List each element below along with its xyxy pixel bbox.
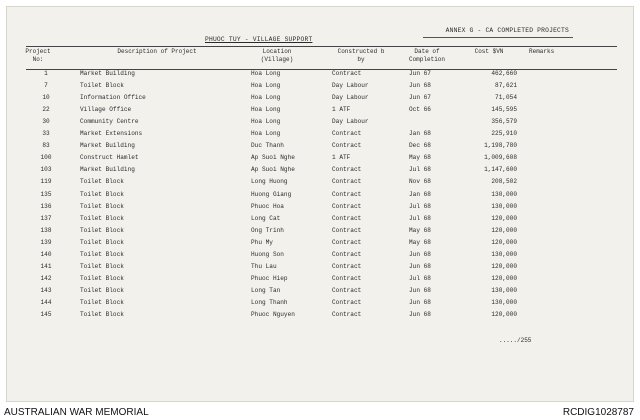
cell-con: Contract xyxy=(332,238,362,246)
table-row xyxy=(7,273,633,285)
cell-loc: Hoa Long xyxy=(251,82,281,90)
cell-desc: Toilet Block xyxy=(80,286,124,294)
credit-left: AUSTRALIAN WAR MEMORIAL xyxy=(4,407,149,418)
table-row xyxy=(7,92,633,104)
cell-cost: 71,054 xyxy=(495,94,517,102)
cell-loc: Hoa Long xyxy=(251,106,281,114)
cell-no: 143 xyxy=(40,286,52,294)
cell-date: Jun 68 xyxy=(409,262,431,270)
annex-heading: ANNEX G - CA COMPLETED PROJECTS xyxy=(445,27,569,34)
header-constructed-line1: Constructed b xyxy=(337,48,385,55)
cell-date: Nov 68 xyxy=(409,178,431,186)
cell-cost: 130,000 xyxy=(491,202,517,210)
cell-no: 136 xyxy=(40,202,52,210)
cell-date: Jul 68 xyxy=(409,166,431,174)
cell-loc: Long Thanh xyxy=(251,298,288,306)
cell-date: May 68 xyxy=(409,238,431,246)
header-project-no-line1: Project xyxy=(25,48,51,55)
cell-no: 30 xyxy=(42,118,50,126)
cell-date: Jul 68 xyxy=(409,214,431,222)
cell-loc: Long Tan xyxy=(251,286,281,294)
cell-date: Jun 67 xyxy=(409,70,431,77)
cell-desc: Toilet Block xyxy=(80,214,124,222)
cell-loc: Hoa Long xyxy=(251,70,281,77)
cell-loc: Hoa Long xyxy=(251,130,281,138)
table-row xyxy=(7,249,633,261)
cell-desc: Toilet Block xyxy=(80,250,124,258)
cell-loc: Duc Thanh xyxy=(251,142,284,150)
cell-no: 137 xyxy=(40,214,52,222)
table-row xyxy=(7,309,633,321)
cell-no: 7 xyxy=(44,82,48,90)
cell-con: Contract xyxy=(332,178,362,186)
cell-cost: 120,000 xyxy=(491,214,517,222)
cell-con: Contract xyxy=(332,70,362,77)
cell-cost: 1,147,600 xyxy=(484,166,517,174)
table-row xyxy=(7,237,633,249)
cell-cost: 208,502 xyxy=(491,178,517,186)
cell-cost: 145,595 xyxy=(491,106,517,114)
cell-date: Jun 68 xyxy=(409,250,431,258)
cell-con: Contract xyxy=(332,226,362,234)
cell-no: 103 xyxy=(40,166,52,174)
cell-desc: Toilet Block xyxy=(80,82,124,90)
cell-cost: 120,000 xyxy=(491,311,517,318)
cell-loc: Phuoc Nguyen xyxy=(251,311,295,318)
cell-no: 142 xyxy=(40,274,52,282)
cell-no: 135 xyxy=(40,190,52,198)
table-row xyxy=(7,80,633,92)
cell-date: Jun 68 xyxy=(409,82,431,90)
cell-con: 1 ATF xyxy=(332,106,351,114)
cell-desc: Toilet Block xyxy=(80,262,124,270)
table-row xyxy=(7,176,633,188)
header-constructed-by xyxy=(329,48,393,63)
cell-no: 33 xyxy=(42,130,50,138)
cell-desc: Toilet Block xyxy=(80,238,124,246)
table-row xyxy=(7,128,633,140)
cell-cost: 130,000 xyxy=(491,250,517,258)
header-constructed-line2: by xyxy=(357,55,365,63)
cell-con: Contract xyxy=(332,298,362,306)
header-description: Description of Project xyxy=(117,48,197,55)
header-location xyxy=(247,48,307,63)
cell-desc: Village Office xyxy=(80,106,132,114)
cell-con: Contract xyxy=(332,190,362,198)
cell-con: Contract xyxy=(332,250,362,258)
header-date xyxy=(407,48,447,63)
cell-loc: Phuoc Hoa xyxy=(251,202,284,210)
cell-no: 22 xyxy=(42,106,50,114)
cell-con: Contract xyxy=(332,262,362,270)
cell-no: 1 xyxy=(44,70,48,77)
page-reference: ...../255 xyxy=(499,337,532,344)
table-row xyxy=(7,261,633,273)
cell-con: Contract xyxy=(332,311,362,318)
cell-cost: 120,000 xyxy=(491,238,517,246)
cell-loc: Huong Giang xyxy=(251,190,292,198)
cell-con: Contract xyxy=(332,286,362,294)
cell-no: 100 xyxy=(40,154,52,162)
cell-date: May 68 xyxy=(409,154,431,162)
cell-date: Jan 68 xyxy=(409,130,431,138)
cell-loc: Ong Trinh xyxy=(251,226,284,234)
cell-desc: Market Building xyxy=(80,166,135,174)
cell-no: 119 xyxy=(40,178,52,186)
cell-cost: 120,000 xyxy=(491,274,517,282)
cell-cost: 356,579 xyxy=(491,118,517,126)
cell-desc: Market Extensions xyxy=(80,130,143,138)
cell-no: 10 xyxy=(42,94,50,102)
cell-cost: 130,000 xyxy=(491,298,517,306)
table-row xyxy=(7,104,633,116)
cell-con: Contract xyxy=(332,166,362,174)
table-row xyxy=(7,116,633,128)
cell-cost: 1,198,780 xyxy=(484,142,517,150)
cell-desc: Toilet Block xyxy=(80,274,124,282)
cell-loc: Huong Son xyxy=(251,250,284,258)
cell-desc: Information Office xyxy=(80,94,146,102)
cell-date: Jun 68 xyxy=(409,298,431,306)
cell-no: 144 xyxy=(40,298,52,306)
table-row xyxy=(7,68,633,80)
cell-date: Jan 68 xyxy=(409,190,431,198)
cell-desc: Toilet Block xyxy=(80,226,124,234)
cell-date: Jul 68 xyxy=(409,202,431,210)
cell-con: 1 ATF xyxy=(332,154,351,162)
header-cost: Cost $VN xyxy=(474,48,504,55)
cell-loc: Phu My xyxy=(251,238,273,246)
cell-con: Day Labour xyxy=(332,118,369,126)
cell-con: Contract xyxy=(332,214,362,222)
cell-desc: Toilet Block xyxy=(80,311,124,318)
table-row xyxy=(7,140,633,152)
cell-date: Oct 66 xyxy=(409,106,431,114)
annex-underline xyxy=(423,37,573,38)
cell-no: 139 xyxy=(40,238,52,246)
cell-date: Jun 67 xyxy=(409,94,431,102)
cell-desc: Community Centre xyxy=(80,118,139,126)
table-row xyxy=(7,213,633,225)
cell-no: 138 xyxy=(40,226,52,234)
cell-desc: Toilet Block xyxy=(80,178,124,186)
credit-right: RCDIG1028787 xyxy=(562,407,634,418)
table-row xyxy=(7,297,633,309)
cell-con: Contract xyxy=(332,142,362,150)
table-row xyxy=(7,225,633,237)
cell-date: Jul 68 xyxy=(409,274,431,282)
cell-cost: 462,660 xyxy=(491,70,517,77)
cell-desc: Toilet Block xyxy=(80,190,124,198)
cell-desc: Toilet Block xyxy=(80,202,124,210)
cell-loc: Phuoc Hiep xyxy=(251,274,288,282)
cell-date: Jun 68 xyxy=(409,286,431,294)
cell-con: Contract xyxy=(332,202,362,210)
cell-date: May 68 xyxy=(409,226,431,234)
cell-loc: Thu Lau xyxy=(251,262,277,270)
table-row xyxy=(7,285,633,297)
cell-loc: Long Huong xyxy=(251,178,288,186)
header-location-line1: Location xyxy=(262,48,292,55)
cell-loc: Ap Suoi Nghe xyxy=(251,154,295,162)
cell-desc: Market Building xyxy=(80,70,135,77)
cell-no: 83 xyxy=(42,142,50,150)
header-project-no xyxy=(23,48,53,63)
cell-date: Jun 68 xyxy=(409,311,431,318)
table-row xyxy=(7,152,633,164)
header-date-line2: Completion xyxy=(408,55,445,63)
cell-cost: 120,000 xyxy=(491,226,517,234)
cell-loc: Long Cat xyxy=(251,214,281,222)
cell-cost: 87,621 xyxy=(495,82,517,90)
cell-cost: 130,000 xyxy=(491,286,517,294)
header-top-rule xyxy=(26,46,617,47)
cell-desc: Toilet Block xyxy=(80,298,124,306)
cell-desc: Market Building xyxy=(80,142,135,150)
document-title: PHUOC TUY - VILLAGE SUPPORT xyxy=(205,36,313,43)
header-project-no-line2: No: xyxy=(32,55,44,63)
cell-cost: 1,009,608 xyxy=(484,154,517,162)
cell-loc: Hoa Long xyxy=(251,118,281,126)
cell-con: Day Labour xyxy=(332,94,369,102)
table-row xyxy=(7,164,633,176)
cell-con: Contract xyxy=(332,130,362,138)
cell-no: 141 xyxy=(40,262,52,270)
table-row xyxy=(7,189,633,201)
header-date-line1: Date of xyxy=(414,48,440,55)
header-location-line2: (Village) xyxy=(260,55,294,63)
cell-con: Day Labour xyxy=(332,82,369,90)
header-remarks: Remarks xyxy=(529,48,555,55)
cell-cost: 130,000 xyxy=(491,190,517,198)
cell-no: 145 xyxy=(40,311,52,318)
table-row xyxy=(7,201,633,213)
cell-desc: Construct Hamlet xyxy=(80,154,139,162)
cell-loc: Hoa Long xyxy=(251,94,281,102)
cell-cost: 120,000 xyxy=(491,262,517,270)
cell-loc: Ap Suoi Nghe xyxy=(251,166,295,174)
cell-no: 140 xyxy=(40,250,52,258)
cell-con: Contract xyxy=(332,274,362,282)
cell-date: Dec 68 xyxy=(409,142,431,150)
cell-cost: 225,910 xyxy=(491,130,517,138)
document-page xyxy=(6,6,634,402)
